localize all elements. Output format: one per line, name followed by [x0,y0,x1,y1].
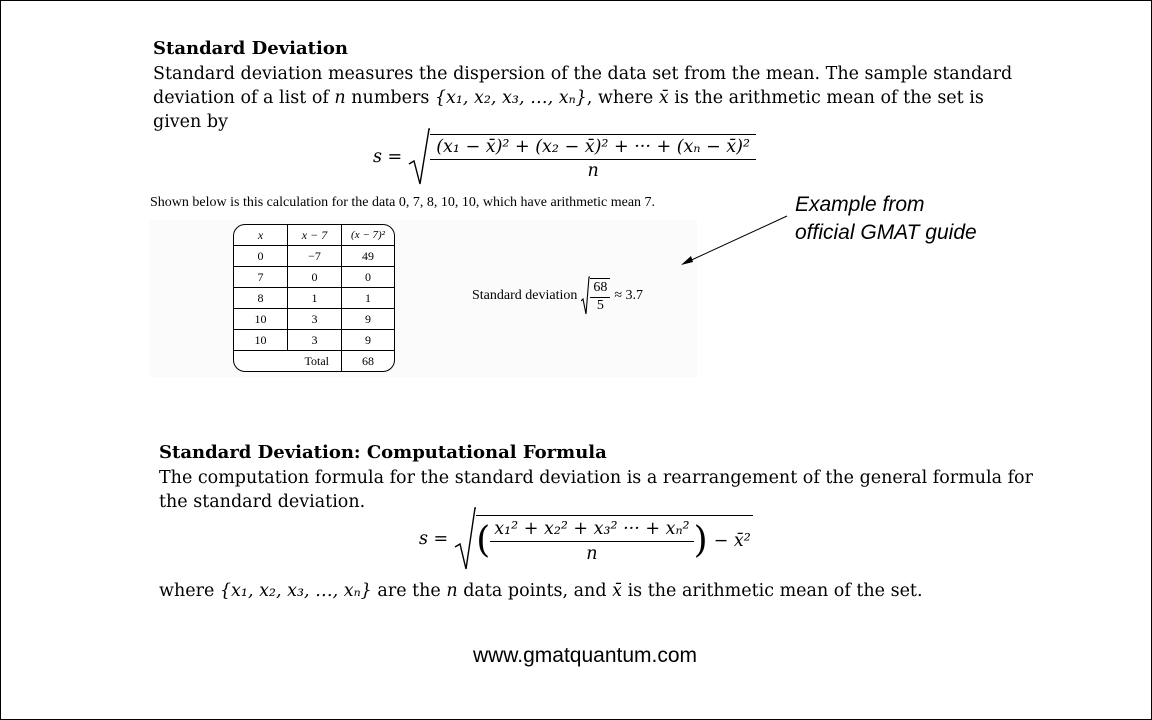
intro-line-2-text-a: deviation of a list of [153,88,329,108]
table-cell: 0 [234,246,288,267]
where-sentence [159,579,923,603]
intro-line-3: given by [153,112,228,132]
callout-text [795,191,977,247]
intro-line-2 [153,86,1003,110]
calculation-table-frame [233,224,395,372]
radical-sign-icon [454,507,476,571]
table-total-label: Total [234,351,342,371]
table-row [234,246,394,267]
intro-set-notation: {x₁, x₂, x₃, …, xₙ} [434,88,587,108]
result-denominator: 5 [596,298,604,313]
table-cell: 9 [342,330,394,351]
table-cell: 3 [288,330,342,351]
table-header-cell: x [234,225,288,246]
table-cell: 10 [234,309,288,330]
table-cell: 0 [342,267,394,288]
table-cell: 49 [342,246,394,267]
formula2-fraction [490,519,693,564]
table-cell: 10 [234,330,288,351]
where-text-b: are the [377,581,441,601]
radical-body [430,134,756,181]
intro-paragraph [153,62,1013,134]
where-text-a: where [159,581,215,601]
table-cell: 1 [342,288,394,309]
formula2-tail: − x̄² [713,531,751,551]
intro-n-symbol: n [334,88,346,108]
where-text-d: is the arithmetic mean of the set. [627,581,923,601]
computational-line-1: The computation formula for the standard deviation is a rearrangement of the general formula for [159,468,1033,488]
example-region [149,220,697,377]
table-row [234,330,394,351]
where-text-c: data points, and [463,581,607,601]
calculation-table [234,225,394,371]
result-value: ≈ 3.7 [614,288,644,303]
table-header-cell: x − 7 [288,225,342,246]
table-cell: 0 [288,267,342,288]
formula2-lhs: s = [419,529,449,549]
table-cell: 9 [342,309,394,330]
callout-line-1: Example from [795,193,925,216]
intro-xbar-symbol: x̄ [658,88,669,108]
formula-lhs: s = [373,147,403,167]
footer-url: www.gmatquantum.com [472,644,698,667]
right-paren-icon: ) [693,520,708,561]
radical-sign-icon [408,128,430,186]
table-cell: 7 [234,267,288,288]
formula2-denominator: n [586,543,598,564]
example-caption: Shown below is this calculation for the data 0, 7, 8, 10, 10, which have arithmetic mean 7. [150,195,656,210]
where-n-symbol: n [446,581,458,601]
table-header-cell: (x − 7)² [342,225,394,246]
callout-arrow-icon [671,206,796,271]
radical-body-2 [476,515,753,564]
where-xbar-symbol: x̄ [612,581,622,601]
formula-numerator: (x₁ − x̄)² + (x₂ − x̄)² + ··· + (xₙ − x̄)² [430,137,756,160]
small-radical-icon [581,276,590,316]
intro-line-2-text-b: numbers [351,88,430,108]
table-cell: 8 [234,288,288,309]
table-header-row [234,225,394,246]
computational-line-2: the standard deviation. [159,492,366,512]
section-heading-standard-deviation: Standard Deviation [153,38,348,59]
left-paren-icon: ( [476,520,491,561]
table-cell: 3 [288,309,342,330]
callout-line-2: official GMAT guide [795,221,977,244]
table-total-value: 68 [362,353,374,368]
table-row [234,309,394,330]
computational-formula [419,507,753,571]
table-row [234,288,394,309]
standard-deviation-result [472,274,643,318]
intro-line-1: Standard deviation measures the dispersion of the data set from the mean. The sample standard [153,64,1013,84]
table-row [234,267,394,288]
section-heading-computational-formula: Standard Deviation: Computational Formula [159,442,607,463]
intro-line-2-text-c: , where [586,88,654,108]
intro-line-2-text-d: is the arithmetic mean of the set is [674,88,984,108]
formula2-numerator: x₁² + x₂² + x₃² ··· + xₙ² [490,519,693,542]
formula-denominator: n [587,160,599,181]
table-cell: −7 [288,246,342,267]
table-total-row [234,351,394,371]
result-radical-body [590,278,610,314]
table-cell: 1 [288,288,342,309]
standard-deviation-formula [373,128,756,186]
result-label: Standard deviation [472,288,578,303]
where-set-notation: {x₁, x₂, x₃, …, xₙ} [219,581,372,601]
result-numerator: 68 [590,280,610,298]
